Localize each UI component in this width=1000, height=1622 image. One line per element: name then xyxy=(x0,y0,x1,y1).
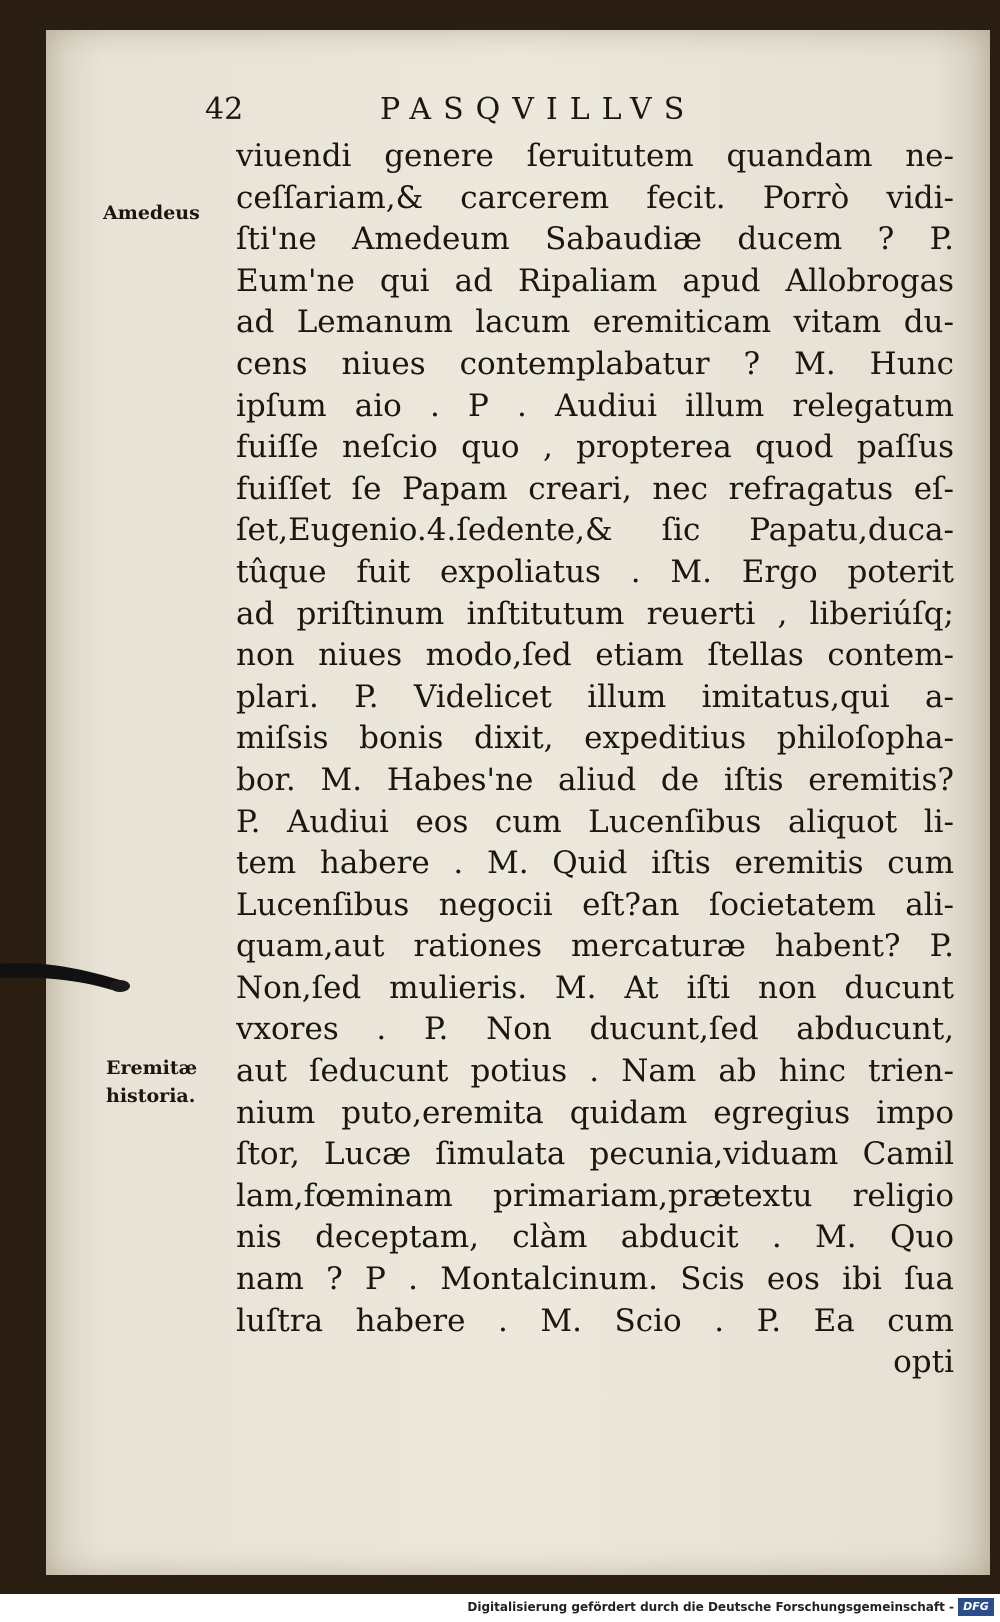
text-line: miſsis bonis dixit, expeditius philoſopha- xyxy=(236,720,954,757)
text-line: ad Lemanum lacum eremiticam vitam du- xyxy=(236,304,954,341)
text-line: lam,fœminam primariam,prætextu religio xyxy=(236,1177,954,1214)
text-line: P. Audiui eos cum Lucenſibus aliquot li- xyxy=(236,803,954,840)
text-line: ad priſtinum inſtitutum reuerti , liberiúſq; xyxy=(236,595,954,632)
text-line: tûque fuit expoliatus . M. Ergo poterit xyxy=(236,553,954,590)
text-line: Non,ſed mulieris. M. At iſti non ducunt xyxy=(236,969,954,1006)
digitization-footer xyxy=(0,1594,1000,1622)
text-line: nis deceptam, clàm abducit . M. Quo xyxy=(236,1219,954,1256)
running-title: PASQVILLVS xyxy=(380,92,697,127)
funding-credit: Digitalisierung gefördert durch die Deutsche Forschungsgemeinschaft - xyxy=(467,1600,954,1614)
text-line: fuiſſe neſcio quo , propterea quod paſſus xyxy=(236,429,954,466)
text-line: Lucenſibus negocii eſt?an ſocietatem ali- xyxy=(236,886,954,923)
text-line: Eum'ne qui ad Ripaliam apud Allobrogas xyxy=(236,262,954,299)
text-line: non niues modo,ſed etiam ſtellas contem- xyxy=(236,637,954,674)
text-line: aut ſeducunt potius . Nam ab hinc trien- xyxy=(236,1053,954,1090)
body-text xyxy=(236,136,954,1384)
text-line: ceſſariam,& carcerem fecit. Porrò vidi- xyxy=(236,179,954,216)
text-line: viuendi genere ſeruitutem quandam ne- xyxy=(236,138,954,174)
text-line: ſet,Eugenio.4.ſedente,& ſic Papatu,duca- xyxy=(236,512,954,549)
marginal-note-amedeus: Amedeus xyxy=(103,202,200,224)
text-line: ſti'ne Amedeum Sabaudiæ ducem ? P. xyxy=(236,221,954,258)
text-line: ſtor, Lucæ ſimulata pecunia,viduam Camil xyxy=(236,1136,954,1173)
text-line: plari. P. Videlicet illum imitatus,qui a- xyxy=(236,678,954,715)
marginal-note-historia: historia. xyxy=(106,1085,196,1107)
page-number: 42 xyxy=(205,92,244,127)
text-line: nam ? P . Montalcinum. Scis eos ibi ſua xyxy=(236,1261,954,1298)
text-line: fuiſſet ſe Papam creari, nec refragatus eſ- xyxy=(236,470,954,507)
text-line: tem habere . M. Quid iſtis eremitis cum xyxy=(236,845,954,882)
text-line: nium puto,eremita quidam egregius impo xyxy=(236,1094,954,1131)
text-line: cens niues contemplabatur ? M. Hunc xyxy=(236,345,954,382)
binding-thread xyxy=(0,950,132,994)
text-line: bor. M. Habes'ne aliud de iſtis eremitis? xyxy=(236,761,954,798)
text-line: ipſum aio . P . Audiui illum relegatum xyxy=(236,387,954,424)
marginal-note-eremitae: Eremitæ xyxy=(106,1057,198,1079)
text-line: vxores . P. Non ducunt,ſed abducunt, xyxy=(236,1011,954,1048)
page-header xyxy=(0,92,1000,132)
dfg-logo: DFG xyxy=(958,1598,994,1616)
text-line: quam,aut rationes mercaturæ habent? P. xyxy=(236,928,954,965)
catchword: opti xyxy=(893,1344,954,1381)
text-line: luſtra habere . M. Scio . P. Ea cum xyxy=(236,1302,954,1339)
